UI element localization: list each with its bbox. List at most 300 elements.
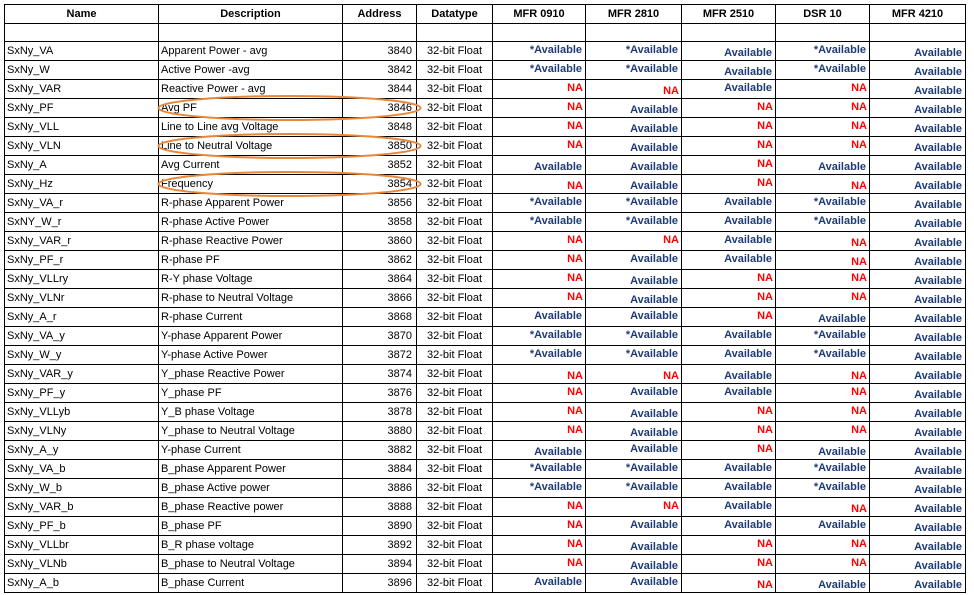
status-available: Available [724, 500, 772, 512]
cell-availability [682, 346, 776, 365]
cell-availability [682, 460, 776, 479]
status-available: Available [724, 253, 772, 265]
cell-address: 3860 [343, 232, 417, 251]
cell-availability [776, 194, 870, 213]
status-na: NA [757, 291, 773, 303]
cell-availability [586, 61, 682, 80]
status-available: Available [818, 313, 866, 325]
cell-address: 3848 [343, 118, 417, 137]
cell-availability [682, 156, 776, 175]
cell-availability [870, 479, 966, 498]
cell-availability [682, 403, 776, 422]
cell-availability [776, 536, 870, 555]
cell-description: B_phase PF [159, 517, 343, 536]
cell-address: 3868 [343, 308, 417, 327]
cell-availability [586, 118, 682, 137]
cell-availability [493, 460, 586, 479]
cell-availability [493, 536, 586, 555]
status-available: Available [534, 310, 582, 322]
cell-address: 3882 [343, 441, 417, 460]
status-available: Available [630, 253, 678, 265]
status-available: Available [914, 484, 962, 496]
cell-availability [493, 194, 586, 213]
cell-availability [776, 441, 870, 460]
status-na: NA [567, 291, 583, 303]
cell-address: 3880 [343, 422, 417, 441]
status-available: Available [914, 104, 962, 116]
cell-name: SxNy_VA_y [5, 327, 159, 346]
cell-description: Line to Line avg Voltage [159, 118, 343, 137]
table-row [5, 194, 966, 213]
cell-availability [586, 289, 682, 308]
cell-availability [493, 308, 586, 327]
cell-availability [586, 270, 682, 289]
cell-description: Active Power -avg [159, 61, 343, 80]
status-na: NA [851, 291, 867, 303]
status-na: NA [851, 120, 867, 132]
status-available: Available [630, 142, 678, 154]
status-available: *Available [625, 481, 678, 493]
cell-availability [870, 232, 966, 251]
cell-availability [493, 365, 586, 384]
cell-availability [870, 289, 966, 308]
cell-availability [870, 213, 966, 232]
status-available: Available [724, 519, 772, 531]
cell-availability [682, 574, 776, 593]
status-available: *Available [529, 215, 582, 227]
cell-datatype: 32-bit Float [417, 479, 493, 498]
cell-availability [586, 308, 682, 327]
status-available: Available [914, 218, 962, 230]
cell-availability [493, 441, 586, 460]
table-row [5, 99, 966, 118]
cell-availability [870, 270, 966, 289]
cell-availability [586, 365, 682, 384]
cell-availability [870, 194, 966, 213]
cell-availability [870, 156, 966, 175]
cell-datatype: 32-bit Float [417, 422, 493, 441]
cell-availability [586, 574, 682, 593]
cell-datatype: 32-bit Float [417, 232, 493, 251]
cell-availability [776, 460, 870, 479]
table-row [5, 384, 966, 403]
cell-description: B_phase Current [159, 574, 343, 593]
cell-availability [870, 574, 966, 593]
cell-availability [870, 308, 966, 327]
cell-description: Y_phase PF [159, 384, 343, 403]
cell-availability [682, 175, 776, 194]
cell-availability [776, 555, 870, 574]
status-na: NA [757, 405, 773, 417]
status-available: *Available [813, 481, 866, 493]
cell-availability [870, 384, 966, 403]
cell-availability [776, 384, 870, 403]
status-na: NA [567, 82, 583, 94]
status-na: NA [757, 158, 773, 170]
status-na: NA [757, 538, 773, 550]
status-na: NA [567, 180, 583, 192]
status-available: Available [914, 161, 962, 173]
status-available: Available [914, 85, 962, 97]
cell-availability [493, 555, 586, 574]
status-available: Available [630, 386, 678, 398]
cell-availability [493, 118, 586, 137]
cell-availability [870, 555, 966, 574]
status-available: Available [724, 348, 772, 360]
cell-datatype: 32-bit Float [417, 137, 493, 156]
cell-datatype: 32-bit Float [417, 365, 493, 384]
cell-description: Y_phase Reactive Power [159, 365, 343, 384]
cell-description: Y_B phase Voltage [159, 403, 343, 422]
table-row [5, 498, 966, 517]
status-na: NA [663, 370, 679, 382]
status-available: Available [724, 462, 772, 474]
cell-availability [776, 289, 870, 308]
cell-name: SxNy_VAR_r [5, 232, 159, 251]
cell-datatype: 32-bit Float [417, 80, 493, 99]
status-available: *Available [625, 63, 678, 75]
status-available: *Available [529, 63, 582, 75]
status-available: Available [914, 522, 962, 534]
cell-description: R-phase Apparent Power [159, 194, 343, 213]
header-datatype: Datatype [417, 5, 493, 24]
status-available: Available [724, 386, 772, 398]
cell-availability [586, 213, 682, 232]
cell-availability [493, 61, 586, 80]
status-available: Available [914, 256, 962, 268]
status-available: Available [630, 161, 678, 173]
status-na: NA [757, 272, 773, 284]
status-available: Available [724, 47, 772, 59]
cell-availability [493, 422, 586, 441]
cell-datatype: 32-bit Float [417, 61, 493, 80]
status-available: Available [630, 408, 678, 420]
cell-name: SxNy_VLNb [5, 555, 159, 574]
status-available: Available [914, 370, 962, 382]
status-available: Available [630, 275, 678, 287]
status-available: Available [630, 180, 678, 192]
status-available: Available [914, 66, 962, 78]
cell-availability [586, 460, 682, 479]
cell-availability [586, 232, 682, 251]
cell-name: SxNy_VLNr [5, 289, 159, 308]
cell-address: 3856 [343, 194, 417, 213]
status-available: *Available [625, 196, 678, 208]
cell-availability [776, 175, 870, 194]
cell-availability [870, 498, 966, 517]
header-description: Description [159, 5, 343, 24]
cell-datatype: 32-bit Float [417, 42, 493, 61]
cell-address: 3890 [343, 517, 417, 536]
cell-availability [586, 327, 682, 346]
status-na: NA [663, 85, 679, 97]
status-na: NA [851, 538, 867, 550]
table-row [5, 327, 966, 346]
status-available: Available [914, 180, 962, 192]
cell-availability [493, 346, 586, 365]
status-na: NA [851, 180, 867, 192]
cell-availability [493, 156, 586, 175]
cell-availability [870, 118, 966, 137]
table-row [5, 422, 966, 441]
status-na: NA [567, 101, 583, 113]
table-row [5, 479, 966, 498]
cell-availability [682, 422, 776, 441]
cell-availability [586, 403, 682, 422]
status-available: Available [818, 446, 866, 458]
cell-availability [776, 156, 870, 175]
status-available: Available [630, 560, 678, 572]
cell-availability [682, 498, 776, 517]
cell-description: Frequency [159, 175, 343, 194]
cell-availability [870, 365, 966, 384]
cell-availability [776, 308, 870, 327]
status-available: Available [914, 237, 962, 249]
status-na: NA [851, 370, 867, 382]
cell-availability [493, 574, 586, 593]
cell-datatype: 32-bit Float [417, 289, 493, 308]
cell-availability [493, 270, 586, 289]
table-row [5, 574, 966, 593]
table-row [5, 175, 966, 194]
cell-name: SxNy_PF_r [5, 251, 159, 270]
cell-availability [776, 327, 870, 346]
cell-name: SxNy_A_b [5, 574, 159, 593]
status-available: Available [914, 446, 962, 458]
cell-datatype: 32-bit Float [417, 270, 493, 289]
cell-datatype: 32-bit Float [417, 574, 493, 593]
status-available: Available [724, 481, 772, 493]
cell-address: 3874 [343, 365, 417, 384]
status-available: Available [534, 446, 582, 458]
cell-description: Y-phase Apparent Power [159, 327, 343, 346]
status-available: Available [534, 161, 582, 173]
cell-name: SxNy_VAR [5, 80, 159, 99]
status-available: Available [630, 443, 678, 455]
cell-availability [682, 441, 776, 460]
cell-description: B_R phase voltage [159, 536, 343, 555]
cell-availability [776, 80, 870, 99]
table-row [5, 555, 966, 574]
cell-name: SxNy_A_y [5, 441, 159, 460]
cell-availability [682, 61, 776, 80]
status-na: NA [757, 443, 773, 455]
cell-address: 3842 [343, 61, 417, 80]
status-na: NA [757, 310, 773, 322]
cell-name: SxNy_VLNy [5, 422, 159, 441]
status-available: *Available [529, 44, 582, 56]
header-row [5, 5, 966, 24]
cell-availability [682, 232, 776, 251]
status-available: Available [914, 465, 962, 477]
table-row [5, 232, 966, 251]
status-available: Available [724, 82, 772, 94]
status-available: Available [914, 503, 962, 515]
cell-name: SxNy_Hz [5, 175, 159, 194]
cell-datatype: 32-bit Float [417, 346, 493, 365]
cell-description: B_phase Reactive power [159, 498, 343, 517]
cell-availability [776, 403, 870, 422]
cell-availability [586, 555, 682, 574]
cell-datatype: 32-bit Float [417, 175, 493, 194]
cell-availability [493, 479, 586, 498]
cell-address: 3870 [343, 327, 417, 346]
cell-description: Y_phase to Neutral Voltage [159, 422, 343, 441]
cell-availability [776, 137, 870, 156]
cell-availability [493, 137, 586, 156]
cell-description: Avg Current [159, 156, 343, 175]
cell-name: SxNy_W [5, 61, 159, 80]
status-available: *Available [529, 348, 582, 360]
table-row [5, 460, 966, 479]
status-available: *Available [813, 215, 866, 227]
spacer-row [5, 24, 966, 42]
status-available: *Available [813, 196, 866, 208]
table-row [5, 289, 966, 308]
header-mfr-2510: MFR 2510 [682, 5, 776, 24]
cell-address: 3866 [343, 289, 417, 308]
status-available: *Available [813, 348, 866, 360]
cell-name: SxNy_A_r [5, 308, 159, 327]
table-row [5, 251, 966, 270]
cell-name: SxNy_VA_b [5, 460, 159, 479]
status-available: Available [630, 427, 678, 439]
cell-availability [776, 574, 870, 593]
table-row [5, 346, 966, 365]
cell-address: 3894 [343, 555, 417, 574]
cell-datatype: 32-bit Float [417, 517, 493, 536]
cell-availability [586, 137, 682, 156]
table-row [5, 517, 966, 536]
cell-availability [870, 403, 966, 422]
table-row [5, 365, 966, 384]
cell-availability [870, 99, 966, 118]
status-available: *Available [529, 196, 582, 208]
status-available: Available [914, 579, 962, 591]
status-available: Available [630, 104, 678, 116]
status-available: Available [724, 196, 772, 208]
cell-availability [493, 80, 586, 99]
table-row [5, 137, 966, 156]
status-available: *Available [625, 329, 678, 341]
status-available: Available [914, 275, 962, 287]
cell-address: 3896 [343, 574, 417, 593]
header-name: Name [5, 5, 159, 24]
cell-availability [586, 384, 682, 403]
header-mfr-0910: MFR 0910 [493, 5, 586, 24]
status-available: Available [914, 142, 962, 154]
status-na: NA [757, 120, 773, 132]
status-available: Available [630, 541, 678, 553]
status-na: NA [567, 120, 583, 132]
status-available: Available [914, 47, 962, 59]
cell-datatype: 32-bit Float [417, 194, 493, 213]
cell-datatype: 32-bit Float [417, 251, 493, 270]
cell-availability [682, 289, 776, 308]
cell-datatype: 32-bit Float [417, 498, 493, 517]
cell-datatype: 32-bit Float [417, 403, 493, 422]
cell-availability [870, 251, 966, 270]
table-body [5, 24, 966, 593]
status-na: NA [757, 177, 773, 189]
cell-availability [493, 42, 586, 61]
cell-availability [586, 498, 682, 517]
cell-availability [682, 118, 776, 137]
status-available: *Available [625, 348, 678, 360]
cell-availability [586, 441, 682, 460]
table-row [5, 536, 966, 555]
cell-availability [682, 194, 776, 213]
status-available: Available [914, 541, 962, 553]
cell-description: B_phase Active power [159, 479, 343, 498]
status-na: NA [567, 253, 583, 265]
cell-availability [586, 422, 682, 441]
table-row [5, 42, 966, 61]
cell-name: SxNy_W_b [5, 479, 159, 498]
status-na: NA [567, 519, 583, 531]
cell-datatype: 32-bit Float [417, 308, 493, 327]
cell-name: SxNy_PF_y [5, 384, 159, 403]
cell-availability [776, 498, 870, 517]
status-na: NA [663, 234, 679, 246]
table-row [5, 403, 966, 422]
cell-availability [776, 365, 870, 384]
cell-description: Avg PF [159, 99, 343, 118]
cell-availability [682, 251, 776, 270]
cell-name: SxNy_A [5, 156, 159, 175]
status-available: Available [818, 161, 866, 173]
cell-availability [586, 251, 682, 270]
cell-name: SxNy_PF_b [5, 517, 159, 536]
status-na: NA [757, 101, 773, 113]
cell-description: R-phase to Neutral Voltage [159, 289, 343, 308]
header-mfr-2810: MFR 2810 [586, 5, 682, 24]
cell-availability [493, 232, 586, 251]
cell-description: Apparent Power - avg [159, 42, 343, 61]
cell-availability [776, 251, 870, 270]
cell-availability [493, 327, 586, 346]
cell-datatype: 32-bit Float [417, 460, 493, 479]
cell-availability [776, 99, 870, 118]
cell-availability [870, 441, 966, 460]
status-na: NA [757, 557, 773, 569]
status-available: *Available [625, 215, 678, 227]
cell-availability [870, 42, 966, 61]
cell-address: 3844 [343, 80, 417, 99]
cell-datatype: 32-bit Float [417, 99, 493, 118]
cell-name: SxNy_VAR_y [5, 365, 159, 384]
cell-availability [870, 137, 966, 156]
status-available: Available [724, 329, 772, 341]
status-available: *Available [529, 481, 582, 493]
cell-datatype: 32-bit Float [417, 441, 493, 460]
cell-availability [776, 213, 870, 232]
cell-name: SxNy_VLN [5, 137, 159, 156]
cell-availability [870, 61, 966, 80]
status-na: NA [567, 386, 583, 398]
status-na: NA [851, 386, 867, 398]
cell-availability [682, 365, 776, 384]
status-na: NA [851, 237, 867, 249]
status-available: Available [914, 560, 962, 572]
table-row [5, 80, 966, 99]
cell-availability [682, 384, 776, 403]
cell-address: 3846 [343, 99, 417, 118]
cell-availability [870, 327, 966, 346]
status-available: *Available [625, 462, 678, 474]
cell-availability [682, 479, 776, 498]
cell-description: Reactive Power - avg [159, 80, 343, 99]
